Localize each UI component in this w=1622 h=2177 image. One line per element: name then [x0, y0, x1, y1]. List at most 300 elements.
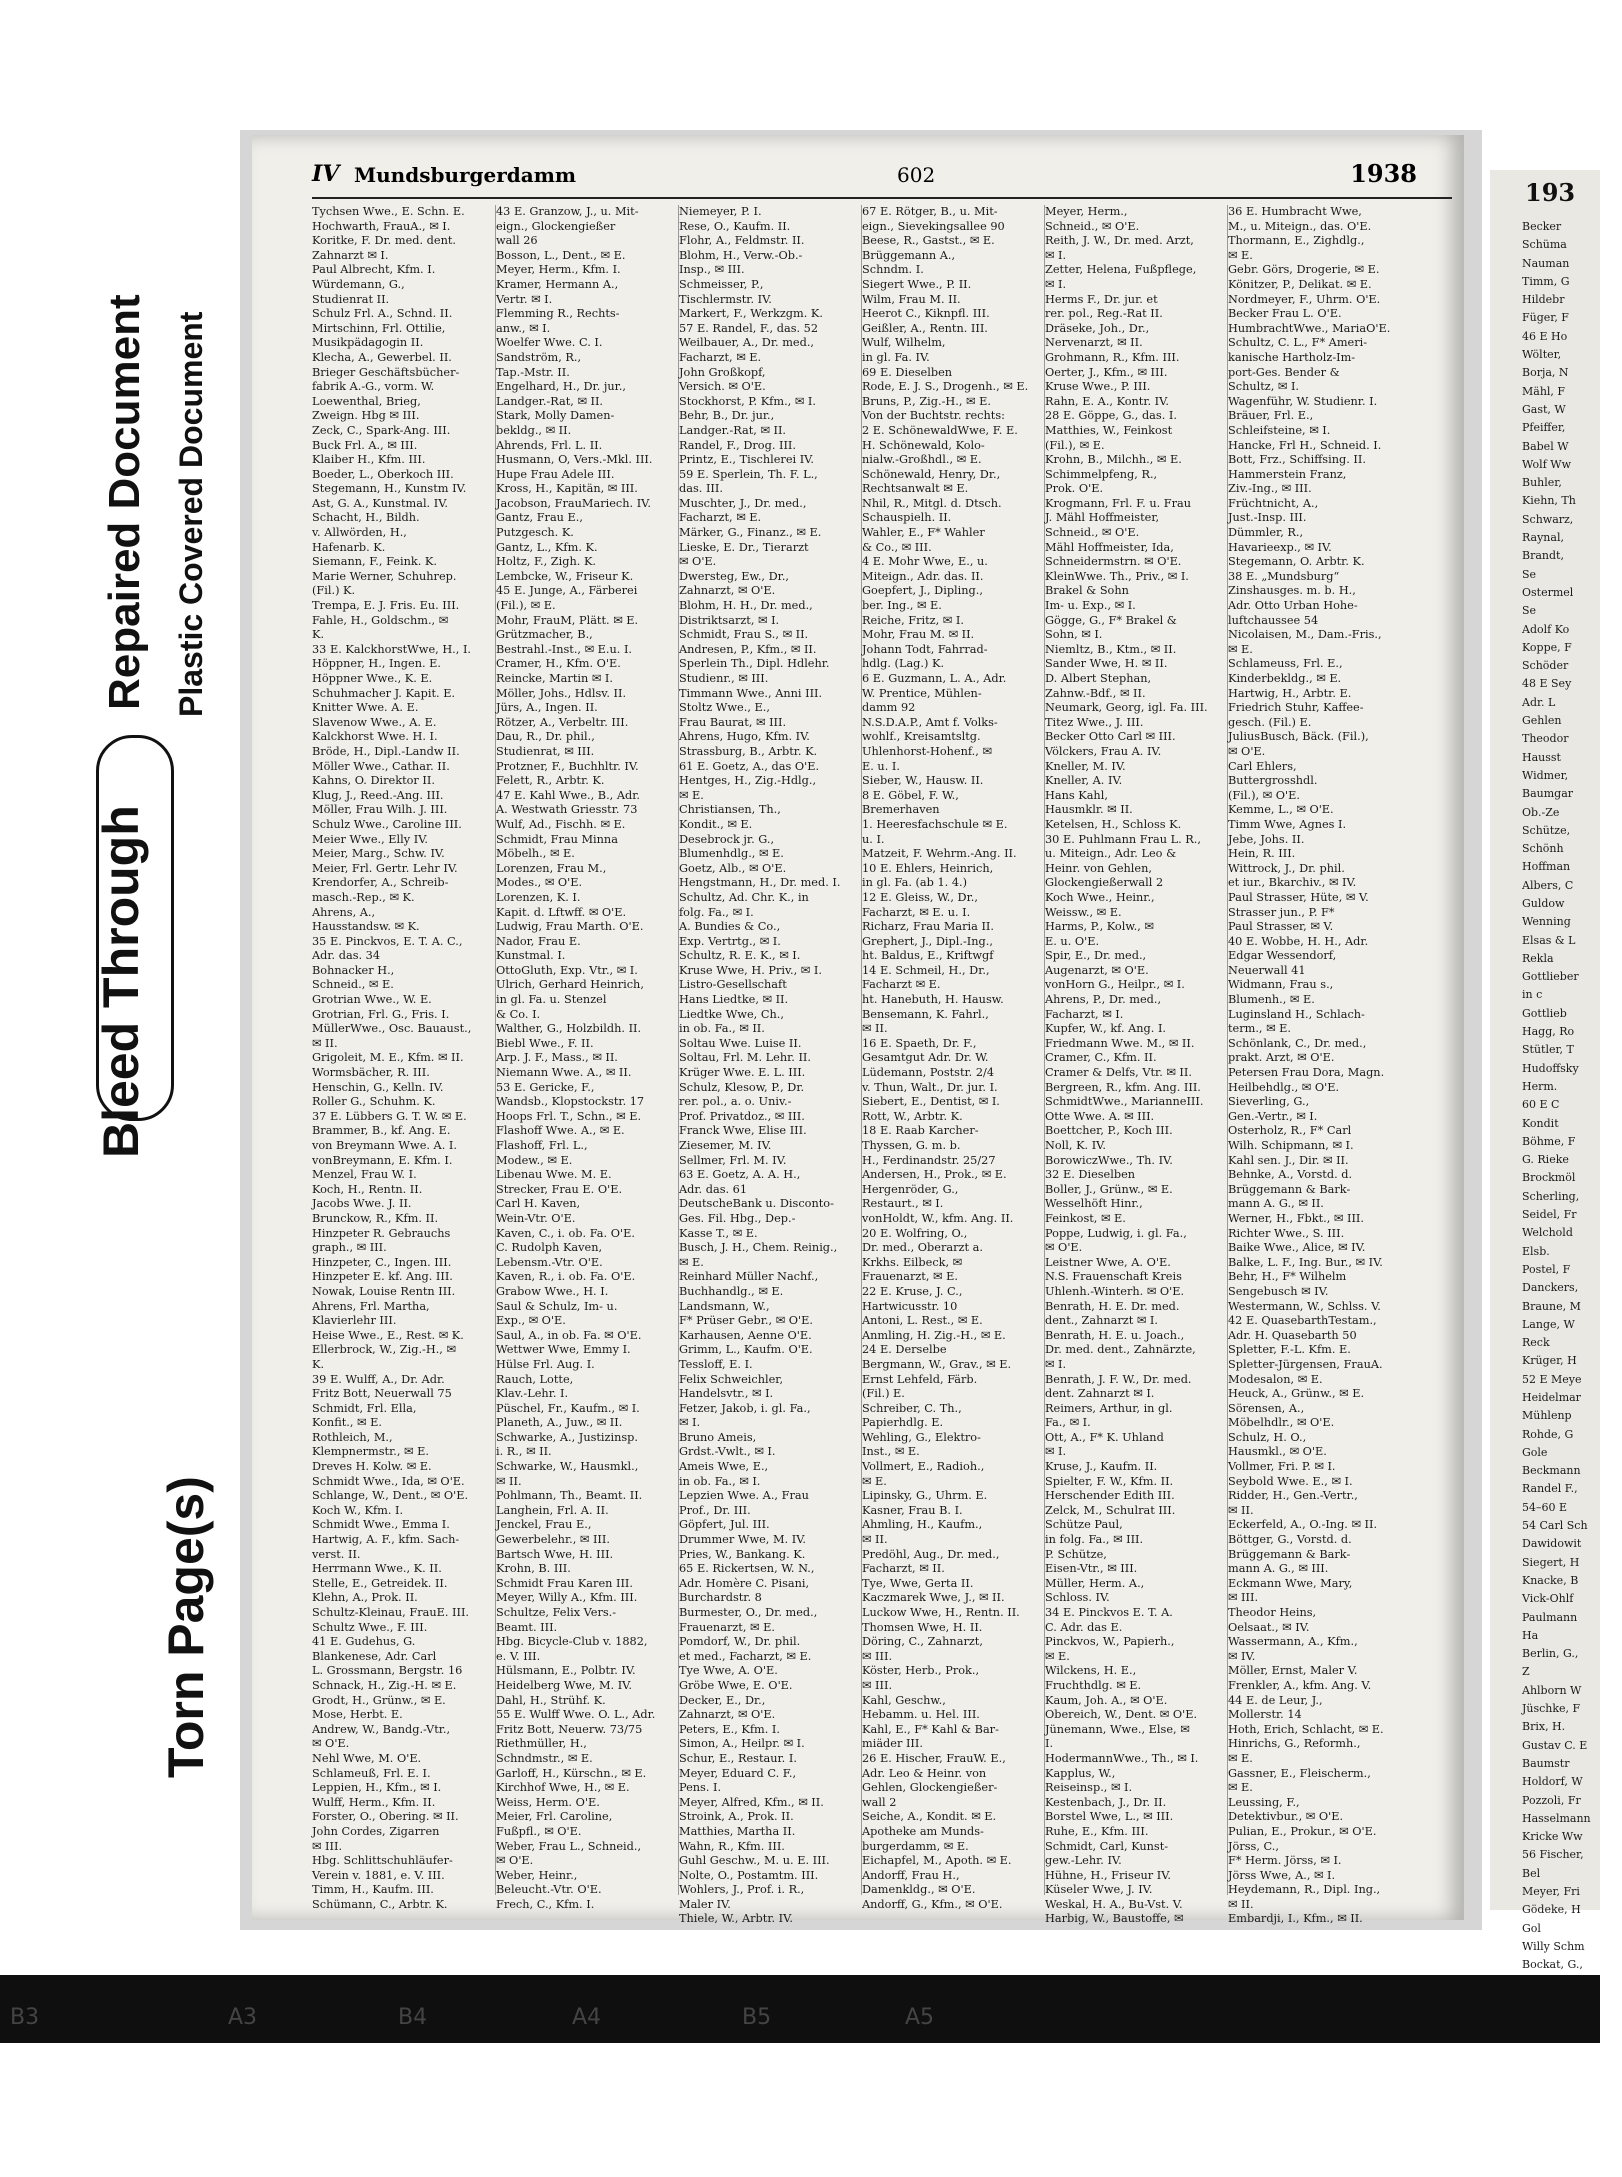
directory-entry: Sperlein Th., Dipl. Hdlehr.: [679, 657, 830, 671]
facing-page-entry: Hudoffsky: [1522, 1061, 1579, 1075]
directory-entry: Loewenthal, Brieg,: [312, 394, 421, 408]
directory-entry: Koch W., Kfm. I.: [312, 1503, 404, 1517]
ruler-tick-label: B5: [742, 2005, 772, 2030]
facing-page-entry: Widmer,: [1522, 768, 1569, 782]
directory-entry: Fußpfl., ✉ O'E.: [496, 1824, 582, 1838]
facing-page-entry: Gehlen: [1522, 714, 1562, 728]
directory-entry: Krüger Wwe. E. L. III.: [679, 1066, 806, 1080]
directory-entry: 22 E. Kruse, J. C.,: [862, 1284, 963, 1298]
directory-entry: Frenkler, A., kfm. Ang. V.: [1228, 1678, 1372, 1692]
directory-entry: Stelle, E., Getreidek. II.: [312, 1576, 448, 1590]
directory-entry: Fritz Bott, Neuerwall 75: [312, 1387, 452, 1401]
facing-page-column: [1522, 218, 1622, 2048]
facing-page-entry: Ostermel: [1522, 585, 1574, 599]
directory-entry: Schlange, W., Dent., ✉ O'E.: [312, 1489, 469, 1503]
street-name: Mundsburgerdamm: [354, 163, 577, 187]
directory-entry: masch.-Rep., ✉ K.: [312, 890, 415, 904]
directory-entry: 43 E. Granzow, J., u. Mit-: [496, 205, 639, 218]
directory-entry: Karhausen, Aenne O'E.: [679, 1328, 812, 1342]
directory-entry: Becker Frau L. O'E.: [1228, 307, 1342, 321]
directory-entry: Hartwig, A. F., kfm. Sach-: [312, 1533, 460, 1547]
directory-entry: 37 E. Lübbers G. T. W. ✉ E.: [312, 1109, 467, 1123]
directory-entry: Hülsmann, E., Polbtr. IV.: [496, 1664, 636, 1678]
directory-entry: Hans Kahl,: [1045, 788, 1108, 802]
paper-size-ruler: [0, 2005, 1600, 2041]
directory-entry: Thomsen Wwe, H. II.: [862, 1620, 983, 1634]
directory-entry: Dümmler, R.,: [1228, 526, 1304, 540]
facing-page-entry: Kricke Ww: [1522, 1830, 1583, 1844]
directory-entry: 28 E. Göppe, G., das. I.: [1045, 409, 1177, 423]
directory-entry: et iur., Bkarchiv., ✉ IV.: [1228, 876, 1357, 890]
directory-entry: Adr. H. Quasebarth 50: [1228, 1328, 1357, 1342]
directory-entry: ✉ II.: [496, 1474, 522, 1488]
directory-entry: Bergmann, W., Grav., ✉ E.: [862, 1357, 1012, 1371]
facing-page-entry: Ob.-Ze: [1522, 805, 1560, 819]
directory-entry: Dreves H. Kolw. ✉ E.: [312, 1460, 432, 1474]
facing-page-entry: Raynal,: [1522, 531, 1564, 545]
directory-entry: Krohn, B. III.: [496, 1562, 571, 1576]
directory-entry: JuliusBusch, Bäck. (Fil.),: [1228, 730, 1369, 744]
directory-entry: Hinzpeter E. kf. Ang. III.: [312, 1270, 453, 1284]
directory-entry: 39 E. Wulff, A., Dr. Adr.: [312, 1372, 445, 1386]
directory-entry: Prof., Dr. III.: [679, 1503, 751, 1517]
facing-page-entry: Wölter,: [1522, 348, 1562, 362]
directory-entry: port-Ges. Bender &: [1228, 365, 1340, 379]
directory-entry: Schultz, ✉ I.: [1228, 380, 1300, 394]
facing-page-entry: Schwarz,: [1522, 512, 1574, 526]
directory-entry: Schmidt Wwe., Emma I.: [312, 1518, 450, 1532]
facing-page-entry: Welchold: [1522, 1226, 1573, 1240]
facing-page-entry: Hagg, Ro: [1522, 1025, 1575, 1039]
directory-entry: Wahn, R., Kfm. III.: [679, 1839, 785, 1853]
directory-entry: Landger.-Rat, ✉ II.: [679, 423, 787, 437]
directory-entry: Reimers, Arthur, in gl.: [1045, 1401, 1173, 1415]
directory-entry: Püschel, Fr., Kaufm., ✉ I.: [496, 1401, 640, 1415]
directory-entry: Benrath, H. E. u. Joach.,: [1045, 1328, 1185, 1342]
directory-entry: K.: [312, 628, 325, 642]
directory-entry: Trempa, E. J. Fris. Eu. III.: [312, 599, 460, 613]
directory-entry: Bott, Frz., Schiffsing. II.: [1228, 453, 1366, 467]
directory-entry: Blumenhdlg., ✉ E.: [679, 847, 784, 861]
directory-entry: Ahrends, Frl. L. II.: [496, 438, 603, 452]
directory-entry: Buchhandlg., ✉ E.: [679, 1284, 784, 1298]
directory-entry: Hammerstein Franz,: [1228, 467, 1347, 481]
directory-entry: Uhlenh.-Winterh. ✉ O'E.: [1045, 1284, 1185, 1298]
facing-page-entry: Pozzoli, Fr: [1522, 1793, 1581, 1807]
directory-entry: ✉ O'E.: [1228, 744, 1266, 758]
directory-entry: Schimmelpfeng, R.,: [1045, 467, 1158, 481]
directory-entry: Müller, Herm. A.,: [1045, 1576, 1145, 1590]
directory-entry: Mähl Hoffmeister, Ida,: [1045, 540, 1174, 554]
directory-entry: Eichapfel, M., Apoth. ✉ E.: [862, 1854, 1012, 1868]
directory-entry: 40 E. Wobbe, H. H., Adr.: [1228, 934, 1369, 948]
directory-entry: Damenkldg., ✉ O'E.: [862, 1883, 976, 1897]
directory-entry: Felett, R., Arbtr. K.: [496, 774, 605, 788]
directory-entry: Frauenarzt, ✉ E.: [862, 1270, 958, 1284]
directory-entry: Lipinsky, G., Uhrm. E.: [862, 1489, 988, 1503]
directory-entry: Schndmstr., ✉ E.: [496, 1751, 593, 1765]
directory-entry: Wilckens, H. E.,: [1045, 1664, 1137, 1678]
directory-entry: Exp., ✉ O'E.: [496, 1314, 566, 1328]
directory-entry: Simon, A., Heilpr. ✉ I.: [679, 1737, 805, 1751]
directory-entry: ✉ I.: [679, 1416, 701, 1430]
directory-entry: Andresen, P., Kfm., ✉ II.: [679, 642, 817, 656]
directory-entry: Stroink, A., Prok. II.: [679, 1810, 794, 1824]
directory-entry: Zelck, M., Schulrat III.: [1045, 1503, 1176, 1517]
directory-entry: ✉ O'E.: [679, 555, 717, 569]
directory-entry: Mohr, FrauM, Plätt. ✉ E.: [496, 613, 639, 627]
directory-entry: Höppner, H., Ingen. E.: [312, 657, 441, 671]
directory-entry: Märker, G., Finanz., ✉ E.: [679, 526, 822, 540]
directory-entry: Jenckel, Frau E.,: [496, 1518, 592, 1532]
facing-page-entry: Elsb.: [1522, 1244, 1550, 1258]
directory-entry: Felix Schweichler,: [679, 1372, 784, 1386]
directory-entry: 55 E. Wulff Wwe. O. L., Adr.: [496, 1708, 656, 1722]
directory-entry: Meyer, Herm., Kfm. I.: [496, 263, 621, 277]
facing-page-entry: Siegert, H: [1522, 1555, 1580, 1569]
directory-entry: 42 E. QuasebarthTestam.,: [1228, 1314, 1377, 1328]
directory-entry: Meier, Frl. Caroline,: [496, 1810, 613, 1824]
directory-entry: 59 E. Sperlein, Th. F. L.,: [679, 467, 818, 481]
directory-entry: Möller Wwe., Cathar. II.: [312, 759, 450, 773]
directory-entry: fabrik A.-G., vorm. W.: [312, 380, 435, 394]
directory-entry: u. Miteign., Adr. Leo &: [1045, 847, 1177, 861]
directory-entry: Hinrichs, G., Reformh.,: [1228, 1737, 1361, 1751]
directory-entry: Mohr, Frau M. ✉ II.: [862, 628, 975, 642]
facing-page-edge: [1490, 170, 1600, 1972]
directory-entry: Nehl Wwe, M. O'E.: [312, 1751, 422, 1765]
directory-entry: Hühne, H., Friseur IV.: [1045, 1868, 1172, 1882]
directory-entry: Johann Todt, Fahrrad-: [862, 642, 988, 656]
directory-entry: verst. II.: [312, 1547, 361, 1561]
directory-entry: Ketelsen, H., Schloss K.: [1045, 817, 1182, 831]
directory-entry: Sellmer, Frl. M. IV.: [679, 1153, 787, 1167]
ruler-tick-label: B3: [10, 2005, 40, 2030]
directory-entry: Oelsaat., ✉ IV.: [1228, 1620, 1310, 1634]
directory-entry: Meyer, Eduard C. F.,: [679, 1766, 797, 1780]
directory-entry: Grdst.-Vwlt., ✉ I.: [679, 1445, 776, 1459]
facing-page-entry: Krüger, H: [1522, 1354, 1577, 1368]
directory-entry: Cramer, C., Kfm. II.: [1045, 1051, 1157, 1065]
directory-entry: Köster, Herb., Prok.,: [862, 1664, 980, 1678]
facing-page-entry: Kondit: [1522, 1116, 1559, 1130]
directory-entry: Kirchhof Wwe, H., ✉ E.: [496, 1781, 630, 1795]
directory-entry: Dräseke, Joh., Dr.,: [1045, 321, 1150, 335]
directory-entry: Markert, F., Werkzgm. K.: [679, 307, 823, 321]
directory-entry: Stockhorst, P. Kfm., ✉ I.: [679, 394, 816, 408]
directory-entry: Zeck, C., Spark-Ang. III.: [312, 423, 451, 437]
directory-entry: Maler IV.: [679, 1897, 731, 1911]
directory-entry: Böttger, G., Vorstd. d.: [1228, 1533, 1352, 1547]
directory-entry: Kruse Wwe, H. Priv., ✉ I.: [679, 963, 822, 977]
directory-entry: 33 E. KalckhorstWwe, H., I.: [312, 642, 471, 656]
directory-entry: Strassburg, B., Arbtr. K.: [679, 744, 818, 758]
directory-entry: 12 E. Gleiss, W., Dr.,: [862, 890, 978, 904]
directory-entry: Gögge, G., F* Brakel &: [1045, 613, 1177, 627]
directory-entry: Timm Wwe, Agnes I.: [1228, 817, 1347, 831]
directory-entry: Hausstandsw. ✉ K.: [312, 920, 420, 934]
directory-entry: Grephert, J., Dipl.-Ing.,: [862, 934, 993, 948]
ruler-tick-label: A3: [228, 2005, 258, 2030]
directory-entry: Schulz Frl. A., Schnd. II.: [312, 307, 453, 321]
directory-entry: & Co. I.: [496, 1007, 541, 1021]
directory-entry: Klempnermstr., ✉ E.: [312, 1445, 429, 1459]
facing-page-entry: 60 E C: [1522, 1098, 1560, 1112]
directory-entry: MüllerWwe., Osc. Bauaust.,: [312, 1022, 472, 1036]
directory-entry: Busch, J. H., Chem. Reinig.,: [679, 1241, 838, 1255]
directory-entry: Roller G., Schuhm. K.: [312, 1095, 436, 1109]
directory-entry: Langhein, Frl. A. II.: [496, 1503, 609, 1517]
directory-entry: Hupe Frau Adele III.: [496, 467, 615, 481]
directory-entry: Heinr. von Gehlen,: [1045, 861, 1152, 875]
directory-entry: Im- u. Exp., ✉ I.: [1045, 599, 1136, 613]
directory-entry: 10 E. Ehlers, Heinrich,: [862, 861, 994, 875]
directory-entry: Jünemann, Wwe., Else, ✉: [1045, 1722, 1190, 1736]
directory-entry: Paul Albrecht, Kfm. I.: [312, 263, 436, 277]
directory-entry: Blankenese, Adr. Carl: [312, 1649, 437, 1663]
directory-entry: Kross, H., Kapitän, ✉ III.: [496, 482, 638, 496]
directory-entry: Leussing, F.,: [1228, 1795, 1300, 1809]
directory-entry: Husmann, O, Vers.-Mkl. III.: [496, 453, 653, 467]
directory-entry: eign., Glockengießer: [496, 219, 616, 233]
directory-entry: u. I.: [862, 832, 885, 846]
directory-entry: Blumenh., ✉ E.: [1228, 993, 1315, 1007]
facing-page-entry: Mähl, F: [1522, 384, 1566, 398]
directory-entry: Detektivbur., ✉ O'E.: [1228, 1810, 1344, 1824]
facing-page-entry: Holdorf, W: [1522, 1775, 1583, 1789]
directory-entry: Versich. ✉ O'E.: [679, 380, 766, 394]
facing-page-entry: Rohde, G: [1522, 1427, 1574, 1441]
directory-entry: Schönewald, Henry, Dr.,: [862, 467, 1001, 481]
directory-entry: Blohm, H., Verw.-Ob.-: [679, 248, 803, 262]
directory-entry: (Fil.), ✉ O'E.: [1228, 788, 1300, 802]
directory-entry: Widmann, Frau s.,: [1228, 978, 1334, 992]
directory-entry: Augenarzt, ✉ O'E.: [1045, 963, 1149, 977]
directory-entry: Behnke, A., Vorstd. d.: [1228, 1168, 1353, 1182]
directory-entry: 14 E. Schmeil, H., Dr.,: [862, 963, 990, 977]
directory-entry: Klavierlehr III.: [312, 1314, 397, 1328]
directory-entry: Vollmer, Fri. P. ✉ I.: [1228, 1460, 1336, 1474]
directory-entry: miäder III.: [862, 1737, 923, 1751]
directory-entry: Libenau Wwe. M. E.: [496, 1168, 612, 1182]
directory-entry: Stoltz Wwe., E.,: [679, 701, 770, 715]
directory-entry: Grimm, L., Kaufm. O'E.: [679, 1343, 813, 1357]
directory-entry: Noll, K. IV.: [1045, 1139, 1106, 1152]
directory-entry: Just.-Insp. III.: [1228, 511, 1307, 525]
directory-entry: Hülse Frl. Aug. I.: [496, 1357, 595, 1371]
directory-entry: Flohr, A., Feldmstr. II.: [679, 234, 805, 248]
facing-page-entry: Adolf Ko: [1522, 622, 1570, 636]
facing-page-entry: 56 Fischer,: [1522, 1848, 1584, 1862]
directory-entry: 6 E. Guzmann, L. A., Adr.: [862, 672, 1007, 685]
directory-entry: ✉ II.: [1228, 1897, 1254, 1911]
directory-entry: Sander Wwe, H. ✉ II.: [1045, 657, 1168, 671]
directory-entry: Rötzer, A., Verbeltr. III.: [496, 715, 629, 729]
facing-page-entry: Gödeke, H: [1522, 1903, 1581, 1917]
directory-entry: Gehlen, Glockengießer-: [862, 1781, 998, 1795]
directory-entry: Hbg. Schlittschuhläufer-: [312, 1854, 453, 1868]
directory-entry: Landger.-Rat, ✉ II.: [496, 394, 604, 408]
directory-entry: ✉ I.: [1045, 277, 1067, 291]
directory-entry: i. R., ✉ II.: [496, 1445, 552, 1459]
directory-entry: Boettcher, P., Koch III.: [1045, 1124, 1173, 1138]
directory-entry: 61 E. Goetz, A., das O'E.: [679, 759, 820, 773]
directory-entry: in ob. Fa., ✉ II.: [679, 1022, 765, 1036]
directory-entry: Gebr. Görs, Drogerie, ✉ E.: [1228, 263, 1380, 277]
directory-entry: ✉ I.: [1045, 248, 1067, 262]
directory-entry: Thormann, E., Zighdlg.,: [1228, 234, 1365, 248]
directory-entry: hdlg. (Lag.) K.: [862, 657, 945, 671]
directory-entry: Studienrat II.: [312, 292, 390, 306]
directory-entry: Dr. med. dent., Zahnärzte,: [1045, 1343, 1196, 1357]
directory-entry: Wittrock, J., Dr. phil.: [1228, 861, 1345, 875]
directory-entry: Baike Wwe., Alice, ✉ IV.: [1228, 1241, 1366, 1255]
directory-entry: Bensemann, K. Fahrl.,: [862, 1007, 989, 1021]
directory-entry: ✉ II.: [862, 1533, 888, 1547]
directory-entry: Neuerwall 41: [1228, 963, 1306, 977]
facing-page-entry: Jüschke, F: [1522, 1702, 1581, 1716]
directory-entry: Schneid., ✉ E.: [312, 978, 394, 992]
facing-page-entry: Wolf Ww: [1522, 457, 1571, 471]
directory-entry: Arp. J. F., Mass., ✉ II.: [496, 1051, 618, 1065]
facing-page-entry: Hasselmann: [1522, 1811, 1591, 1825]
directory-entry: Mose, Herbt. E.: [312, 1708, 403, 1722]
facing-page-entry: Wenning: [1522, 915, 1571, 929]
directory-entry: Küseler Wwe, J. IV.: [1045, 1883, 1153, 1897]
directory-entry: Adr. Homère C. Pisani,: [679, 1576, 810, 1590]
directory-entry: Schultz, Ad. Chr. K., in: [679, 890, 809, 904]
directory-entry: Kahns, O. Direktor II.: [312, 774, 435, 788]
facing-page-entry: Herm.: [1522, 1079, 1558, 1093]
repaired-document-label: Repaired Document: [100, 294, 149, 710]
facing-page-entry: Z: [1522, 1665, 1530, 1679]
ruler-tick-label: B4: [398, 2005, 428, 2030]
directory-entry: A. Westwath Griesstr. 73: [496, 803, 638, 817]
directory-entry: Weskal, H. A., Bu-Vst. V.: [1045, 1897, 1183, 1911]
directory-entry: Havarieexp., ✉ IV.: [1228, 540, 1332, 554]
directory-entry: Schönlank, C., Dr. med.,: [1228, 1036, 1367, 1050]
directory-entry: Kestenbach, J., Dr. II.: [1045, 1795, 1167, 1809]
directory-entry: Möbelhdlr., ✉ O'E.: [1228, 1416, 1335, 1430]
directory-entry: Grodt, H., Grünw., ✉ E.: [312, 1693, 446, 1707]
directory-entry: Heise Wwe., E., Rest. ✉ K.: [312, 1328, 464, 1342]
directory-entry: Guhl Geschw., M. u. E. III.: [679, 1854, 830, 1868]
directory-entry: Zahnarzt, ✉ O'E.: [679, 584, 776, 598]
directory-entry: Saul, A., in ob. Fa. ✉ O'E.: [496, 1328, 642, 1342]
directory-entry: Ahrens, A.,: [312, 905, 376, 919]
directory-entry: Goepfert, J., Dipling.,: [862, 584, 983, 598]
directory-entry: dent., Zahnarzt ✉ I.: [1045, 1314, 1158, 1328]
directory-entry: I.: [1045, 1737, 1054, 1751]
directory-entry: Hochwarth, FrauA., ✉ I.: [312, 219, 451, 233]
directory-entry: ✉ I.: [1045, 1357, 1067, 1371]
directory-entry: Sohn, ✉ I.: [1045, 628, 1103, 642]
directory-entry: nialw.-Großhdl., ✉ E.: [862, 453, 982, 467]
directory-entry: Bruno Ameis,: [679, 1430, 757, 1444]
directory-entry: Restaurt., ✉ I.: [862, 1197, 944, 1211]
directory-entry: Schlameuss, Frl. E.,: [1228, 657, 1343, 671]
facing-page-entry: Borja, N: [1522, 366, 1569, 380]
directory-entry: Wulff, Herm., Kfm. II.: [312, 1795, 436, 1809]
directory-entry: das. III.: [679, 482, 723, 496]
directory-entry: Facharzt, ✉ E. u. I.: [862, 905, 971, 919]
directory-entry: Tye Wwe, A. O'E.: [679, 1664, 778, 1678]
facing-page-entry: Gottlieb: [1522, 1006, 1567, 1020]
directory-entry: Spir, E., Dr. med.,: [1045, 949, 1147, 963]
directory-entry: 47 E. Kahl Wwe., B., Adr.: [496, 788, 641, 802]
directory-entry: Niemann Wwe. A., ✉ II.: [496, 1066, 632, 1080]
directory-entry: Niemeyer, P. I.: [679, 205, 762, 218]
directory-entry: ✉ E.: [679, 1255, 704, 1269]
facing-page-entry: Beckmann: [1522, 1464, 1581, 1478]
facing-page-entry: Braune, M: [1522, 1299, 1581, 1313]
directory-entry: Borstel Wwe, L., ✉ III.: [1045, 1810, 1174, 1824]
directory-entry: 35 E. Pinckvos, E. T. A. C.,: [312, 934, 463, 948]
directory-entry: Schultz, C. L., F* Ameri-: [1228, 336, 1368, 350]
facing-page-entry: Schütze,: [1522, 823, 1571, 837]
facing-page-entry: 54 Carl Sch: [1522, 1519, 1588, 1533]
directory-entry: Koritke, F. Dr. med. dent.: [312, 234, 456, 248]
directory-entry: Behr, H., F* Wilhelm: [1228, 1270, 1347, 1284]
directory-entry: Handelsvtr., ✉ I.: [679, 1387, 774, 1401]
directory-entry: Ziv.-Ing., ✉ III.: [1228, 482, 1312, 496]
directory-entry: Modesalon, ✉ E.: [1228, 1372, 1323, 1386]
directory-entry: Franck Wwe, Elise III.: [679, 1124, 807, 1138]
facing-page-entry: Postel, F: [1522, 1262, 1571, 1276]
directory-entry: Bartsch Wwe, H. III.: [496, 1547, 614, 1561]
directory-entry: Mollerstr. 14: [1228, 1708, 1302, 1722]
directory-entry: Schulz, H. O.,: [1228, 1430, 1307, 1444]
directory-entry: Inst., ✉ E.: [862, 1445, 920, 1459]
facing-page-entry: Knacke, B: [1522, 1573, 1579, 1587]
directory-entry: Fa., ✉ I.: [1045, 1416, 1091, 1430]
directory-entry: Fahle, H., Goldschm., ✉: [312, 613, 449, 627]
directory-entry: Rothleich, M.,: [312, 1430, 393, 1444]
directory-entry: Schultz, R. E. K., ✉ I.: [679, 949, 801, 963]
directory-entry: Ulrich, Gerhard Heinrich,: [496, 978, 644, 992]
directory-entry: Kinderbekldg., ✉ E.: [1228, 672, 1342, 685]
directory-entry: Frauenarzt, ✉ E.: [679, 1620, 775, 1634]
directory-entry: 1. Heeresfachschule ✉ E.: [862, 817, 1008, 831]
directory-entry: Walther, G., Holzbildh. II.: [496, 1022, 642, 1036]
directory-entry: Grützmacher, B.,: [496, 628, 593, 642]
directory-entry: ✉ E.: [1228, 1751, 1253, 1765]
directory-entry: Schreiber, C. Th.,: [862, 1401, 962, 1415]
directory-entry: Prof. Privatdoz., ✉ III.: [679, 1109, 805, 1123]
directory-entry: Sieverling, G.,: [1228, 1095, 1310, 1109]
directory-entry: Thiele, W., Arbtr. IV.: [679, 1912, 793, 1926]
directory-entry: Schmidt Wwe., Ida, ✉ O'E.: [312, 1474, 465, 1488]
directory-entry: Jacobs Wwe. J. II.: [312, 1197, 412, 1211]
directory-entry: Leistner Wwe, A. O'E.: [1045, 1255, 1171, 1269]
directory-entry: SchmidtWwe., MarianneIII.: [1045, 1095, 1204, 1109]
directory-entry: Verein v. 1881, e. V. III.: [312, 1868, 445, 1882]
directory-entry: W. Prentice, Mühlen-: [862, 686, 982, 700]
facing-page-entry: Hildebr: [1522, 293, 1565, 307]
directory-entry: Bräuer, Frl. E.,: [1228, 409, 1314, 423]
directory-entry: anw., ✉ I.: [496, 321, 551, 335]
directory-entry: Soltau Wwe. Luise II.: [679, 1036, 802, 1050]
directory-entry: Saul & Schulz, Im- u.: [496, 1299, 618, 1313]
directory-entry: Nordmeyer, F., Uhrm. O'E.: [1228, 292, 1381, 306]
directory-entry: Pomdorf, W., Dr. phil.: [679, 1635, 801, 1649]
directory-entry: ✉ E.: [862, 1474, 887, 1488]
facing-page-entry: G. Rieke: [1522, 1153, 1569, 1167]
directory-entry: ✉ E.: [1228, 642, 1253, 656]
directory-entry: Apotheke am Munds-: [862, 1824, 984, 1838]
directory-column-6: [1227, 205, 1408, 1926]
directory-entry: ber. Ing., ✉ E.: [862, 599, 942, 613]
